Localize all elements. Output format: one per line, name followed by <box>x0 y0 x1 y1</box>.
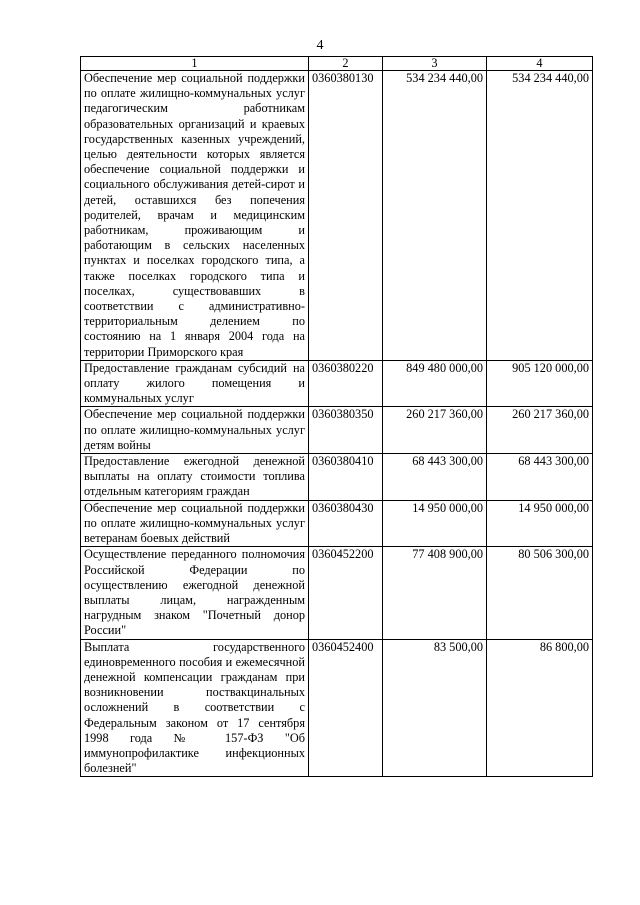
row-amount-col3: 83 500,00 <box>383 639 487 777</box>
row-amount-col4: 905 120 000,00 <box>487 360 593 407</box>
row-amount-col4: 14 950 000,00 <box>487 500 593 547</box>
table-row <box>81 454 593 501</box>
table-row <box>81 639 593 777</box>
row-description: Обеспечение мер социальной поддержки по оплате жилищно-коммунальных услуг педагогическим работникам образовательных организаций и краевых государственных казенных учреждений, целью деятельности которых является обеспечение социальной поддержки и социального обслуживания детей-сирот и детей, оставшихся без попечения родителей, врачам и медицинским работникам, проживающим и работающим в сельских населенных пунктах и поселках городского типа, а также поселках городского типа и поселках, существовавших в соответствии с административно-территориальным делением по состоянию на 1 января 2004 года на территории Приморского края <box>81 71 309 361</box>
table-row <box>81 71 593 361</box>
table-row <box>81 407 593 454</box>
row-code: 0360452200 <box>309 547 383 639</box>
column-header-1: 1 <box>81 57 309 71</box>
row-code: 0360380430 <box>309 500 383 547</box>
table-row <box>81 360 593 407</box>
row-amount-col4: 68 443 300,00 <box>487 454 593 501</box>
row-amount-col3: 14 950 000,00 <box>383 500 487 547</box>
row-code: 0360380220 <box>309 360 383 407</box>
row-code: 0360380410 <box>309 454 383 501</box>
column-header-3: 3 <box>383 57 487 71</box>
row-code: 0360380350 <box>309 407 383 454</box>
row-amount-col3: 849 480 000,00 <box>383 360 487 407</box>
table-header-row <box>81 57 593 71</box>
table-row <box>81 500 593 547</box>
row-code: 0360380130 <box>309 71 383 361</box>
column-header-2: 2 <box>309 57 383 71</box>
row-code: 0360452400 <box>309 639 383 777</box>
row-description: Предоставление ежегодной денежной выплаты на оплату стоимости топлива отдельным категориям граждан <box>81 454 309 501</box>
budget-table <box>80 56 593 777</box>
row-amount-col3: 77 408 900,00 <box>383 547 487 639</box>
row-amount-col3: 260 217 360,00 <box>383 407 487 454</box>
row-amount-col4: 86 800,00 <box>487 639 593 777</box>
row-amount-col4: 80 506 300,00 <box>487 547 593 639</box>
row-description: Обеспечение мер социальной поддержки по оплате жилищно-коммунальных услуг ветеранам боевых действий <box>81 500 309 547</box>
row-amount-col4: 260 217 360,00 <box>487 407 593 454</box>
row-description: Осуществление переданного полномочия Российской Федерации по осуществлению ежегодной денежной выплаты лицам, награжденным нагрудным знаком "Почетный донор России" <box>81 547 309 639</box>
row-amount-col3: 68 443 300,00 <box>383 454 487 501</box>
row-description: Обеспечение мер социальной поддержки по оплате жилищно-коммунальных услуг детям войны <box>81 407 309 454</box>
column-header-4: 4 <box>487 57 593 71</box>
page-number: 4 <box>316 38 324 53</box>
row-amount-col3: 534 234 440,00 <box>383 71 487 361</box>
row-amount-col4: 534 234 440,00 <box>487 71 593 361</box>
table-row <box>81 547 593 639</box>
row-description: Предоставление гражданам субсидий на оплату жилого помещения и коммунальных услуг <box>81 360 309 407</box>
row-description: Выплата государственного единовременного пособия и ежемесячной денежной компенсации гражданам при возникновении поствакцинальных осложнений в соответствии с Федеральным законом от 17 сентября 1998 года № 157-ФЗ "Об иммунопрофилактике инфекционных болезней" <box>81 639 309 777</box>
